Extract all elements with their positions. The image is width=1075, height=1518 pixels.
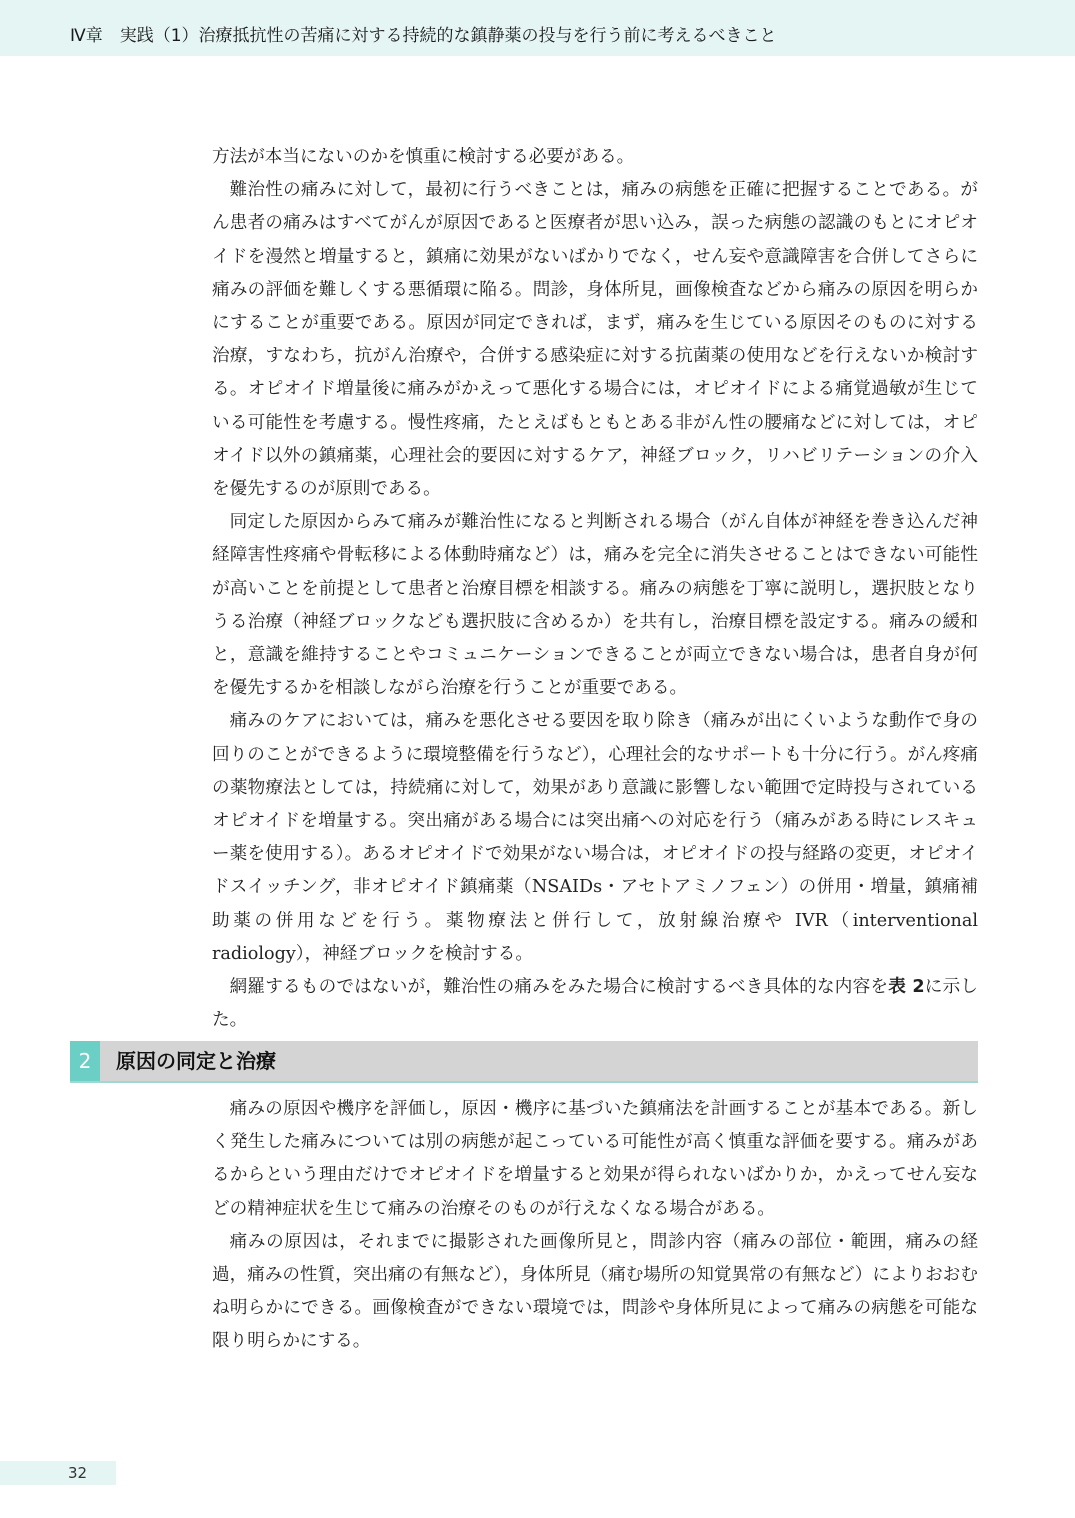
running-header — [0, 0, 1075, 56]
section-title: 原因の同定と治療 — [116, 1049, 276, 1073]
paragraph: 痛みのケアにおいては，痛みを悪化させる要因を取り除き（痛みが出にくいような動作で身の回りのことができるように環境整備を行うなど），心理社会的なサポートも十分に行う。がん疼痛の薬物療法としては，持続痛に対して，効果があり意識に影響しない範囲で定時投与されているオピオイドを増量する。突出痛がある場合には突出痛への対応を行う（痛みがある時にレスキュー薬を使用する）。あるオピオイドで効果がない場合は，オピオイドの投与経路の変更，オピオイドスイッチング，非オピオイド鎮痛薬（NSAIDs・アセトアミノフェン）の併用・増量，鎮痛補助薬の併用などを行う。薬物療法と併行して，放射線治療や IVR（interventional radiology），神経ブロックを検討する。 — [212, 711, 978, 964]
paragraph: 痛みの原因は，それまでに撮影された画像所見と，問診内容（痛みの部位・範囲，痛みの経過，痛みの性質，突出痛の有無など），身体所見（痛む場所の知覚異常の有無など）によりおおむね明らかにできる。画像検査ができない環境では，問診や身体所見によって痛みの病態を可能な限り明らかにする。 — [212, 1231, 978, 1352]
table-reference-link[interactable]: 表 2 — [888, 977, 925, 998]
page-number: 32 — [68, 1464, 88, 1482]
paragraph: 難治性の痛みに対して，最初に行うべきことは，痛みの病態を正確に把握することである。がん患者の痛みはすべてがんが原因であると医療者が思い込み，誤った病態の認識のもとにオピオイドを漫然と増量すると，鎮痛に効果がないばかりでなく，せん妄や意識障害を合併してさらに痛みの評価を難しくする悪循環に陥る。問診，身体所見，画像検査などから痛みの原因を明らかにすることが重要である。原因が同定できれば，まず，痛みを生じている原因そのものに対する治療，すなわち，抗がん治療や，合併する感染症に対する抗菌薬の使用などを行えないか検討する。オピオイド増量後に痛みがかえって悪化する場合には，オピオイドによる痛覚過敏が生じている可能性を考慮する。慢性疼痛，たとえばもともとある非がん性の腰痛などに対しては，オピオイド以外の鎮痛薬，心理社会的要因に対するケア，神経ブロック，リハビリテーションの介入を優先するのが原則である。 — [212, 180, 978, 500]
paragraph-text: に示した。 — [212, 977, 978, 1031]
body-text-intro — [212, 141, 978, 1037]
paragraph-text: 網羅するものではないが，難治性の痛みをみた場合に検討するべき具体的な内容を — [229, 977, 889, 998]
page-footer — [0, 1461, 116, 1485]
running-title: Ⅳ章 実践（1）治療抵抗性の苦痛に対する持続的な鎮静薬の投与を行う前に考えるべきこと — [70, 26, 777, 46]
section-heading — [70, 1041, 978, 1083]
body-text-section — [212, 1093, 978, 1359]
paragraph: 方法が本当にないのかを慎重に検討する必要がある。 — [212, 147, 635, 167]
paragraph-table-reference — [212, 971, 978, 1037]
section-number: 2 — [70, 1041, 100, 1081]
paragraph: 痛みの原因や機序を評価し，原因・機序に基づいた鎮痛法を計画することが基本である。新しく発生した痛みについては別の病態が起こっている可能性が高く慎重な評価を要する。痛みがあるからという理由だけでオピオイドを増量すると効果が得られないばかりか，かえってせん妄などの精神症状を生じて痛みの治療そのものが行えなくなる場合がある。 — [212, 1099, 978, 1219]
paragraph: 同定した原因からみて痛みが難治性になると判断される場合（がん自体が神経を巻き込んだ神経障害性疼痛や骨転移による体動時痛など）は，痛みを完全に消失させることはできない可能性が高いことを前提として患者と治療目標を相談する。痛みの病態を丁寧に説明し，選択肢となりうる治療（神経ブロックなども選択肢に含めるか）を共有し，治療目標を設定する。痛みの緩和と，意識を維持することやコミュニケーションできることが両立できない場合は，患者自身が何を優先するかを相談しながら治療を行うことが重要である。 — [212, 512, 978, 699]
